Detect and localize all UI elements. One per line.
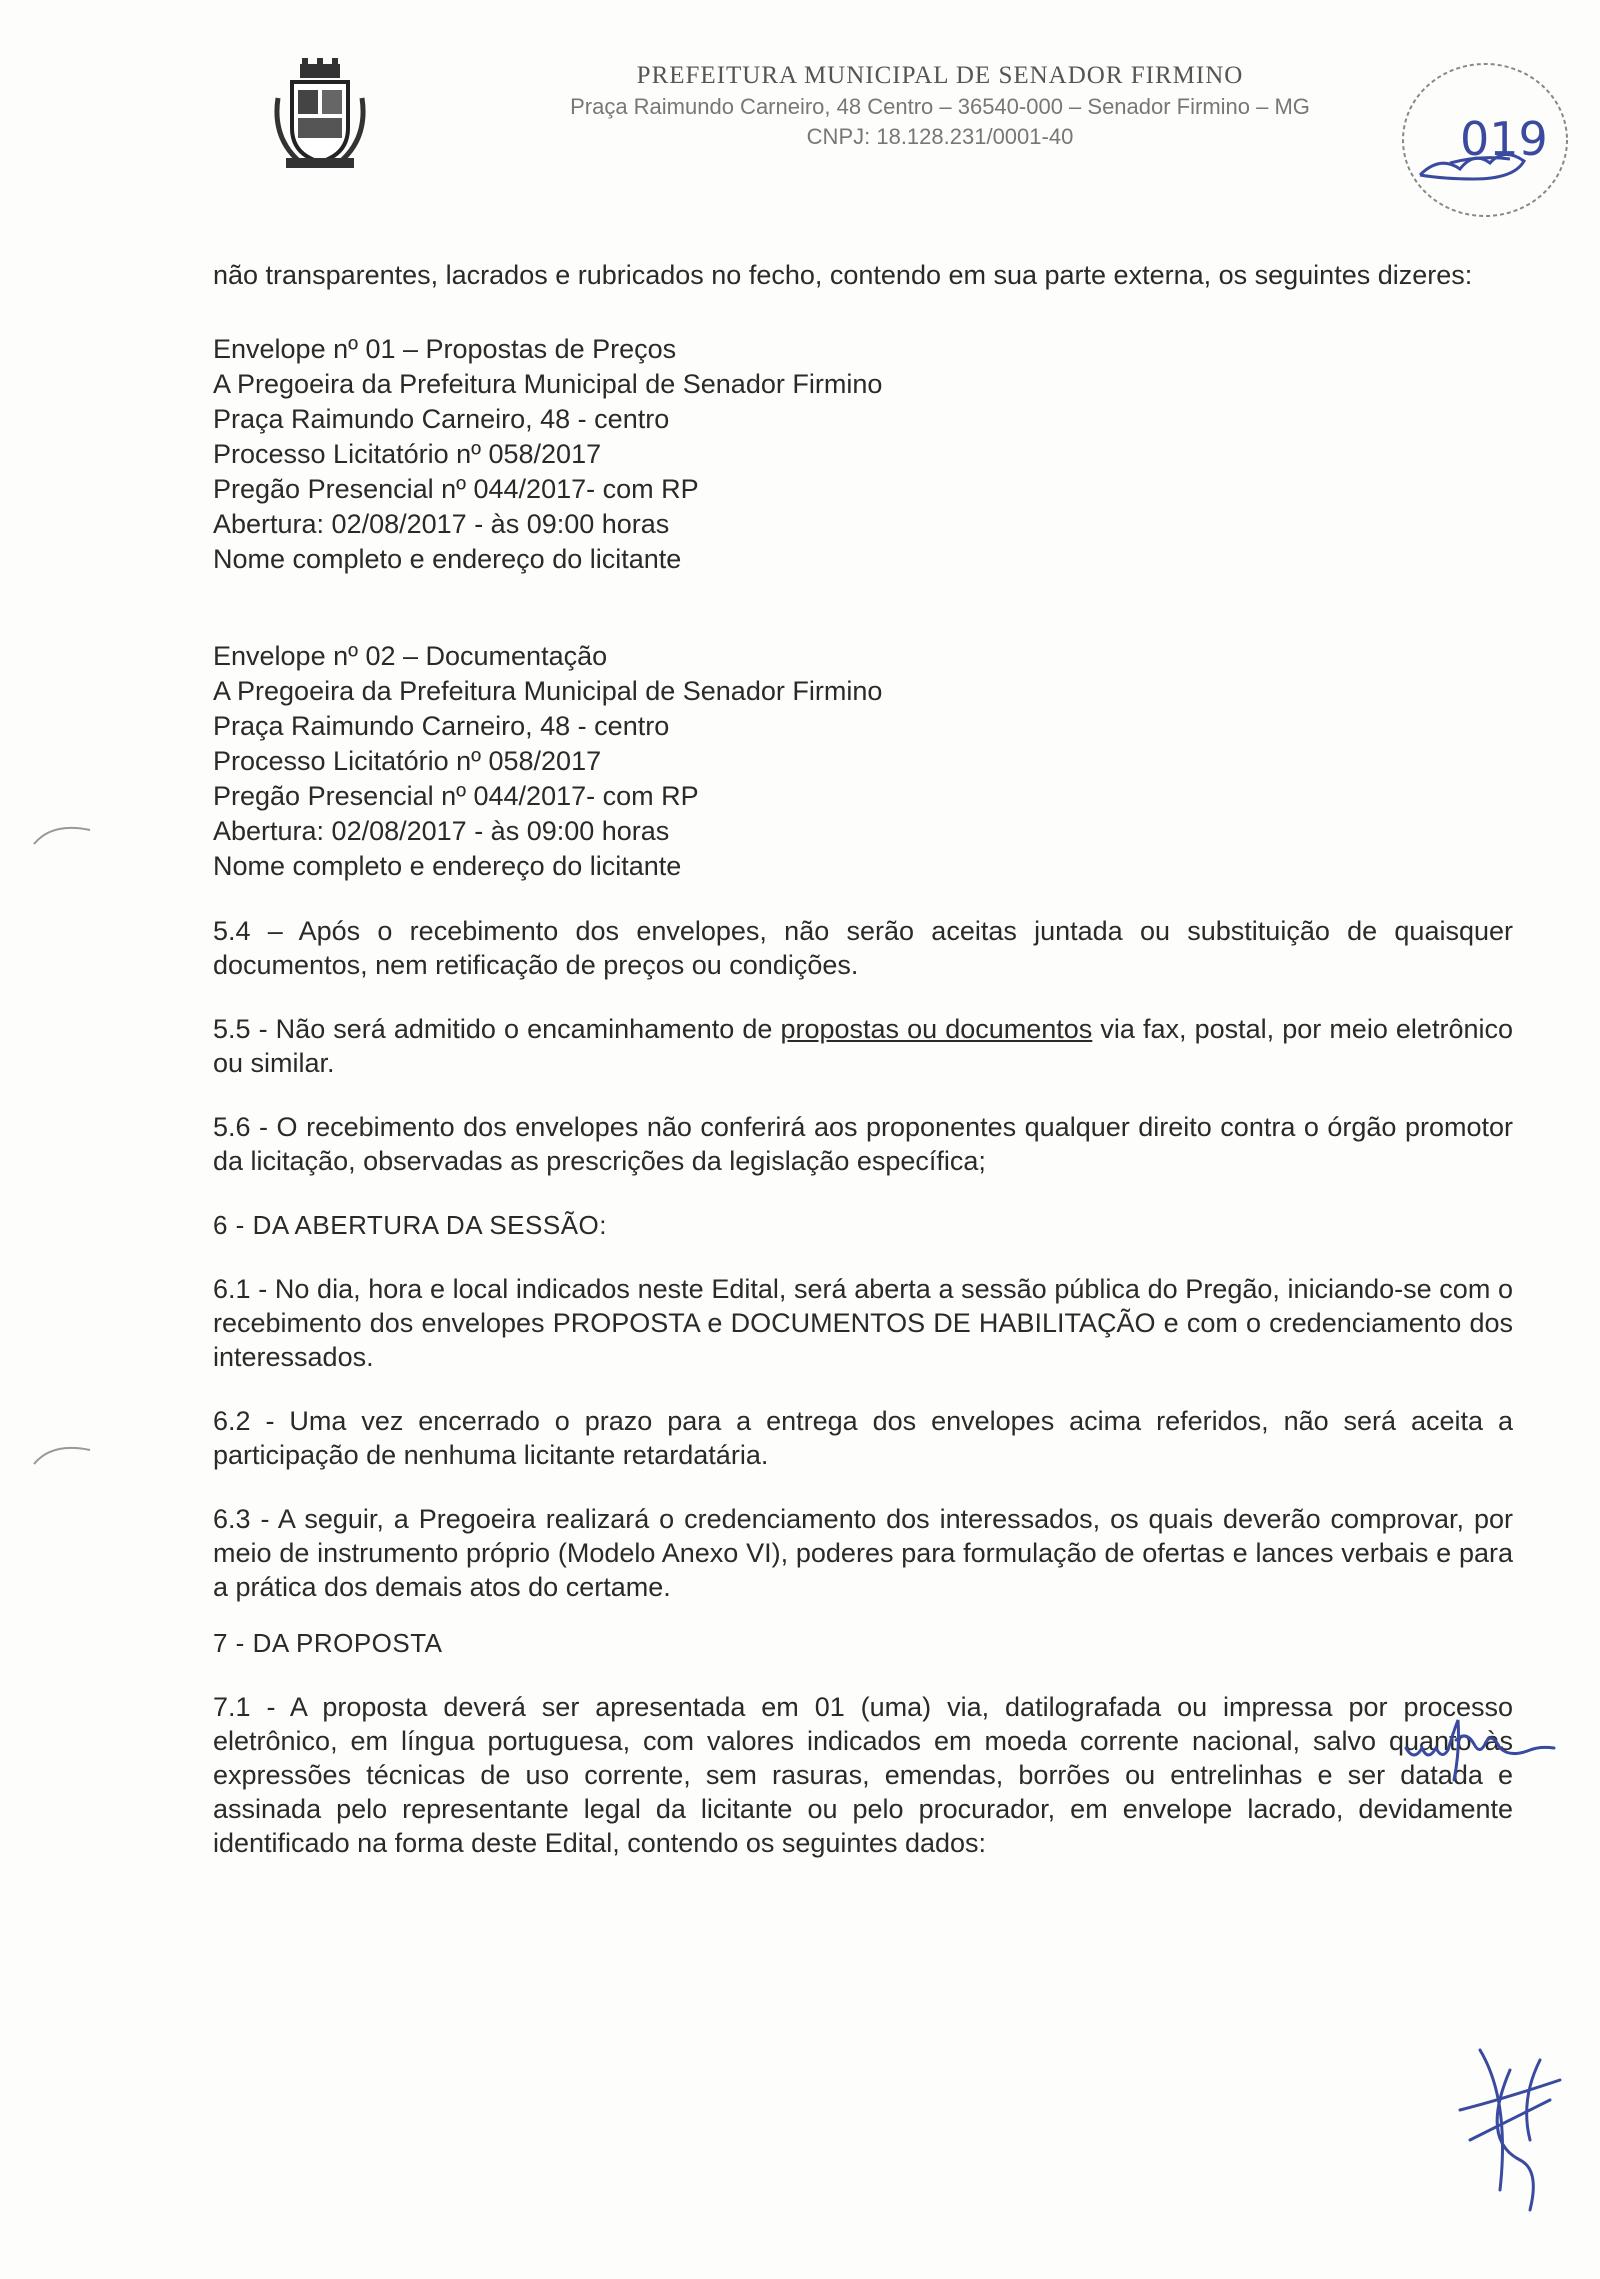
- envelope-2-line: Abertura: 02/08/2017 - às 09:00 horas: [213, 816, 670, 846]
- intro-paragraph: não transparentes, lacrados e rubricados no fecho, contendo em sua parte externa, os seguintes dizeres:: [213, 260, 1473, 290]
- clause-5-5-underlined: propostas ou documentos: [780, 1014, 1093, 1044]
- clause-6-3: 6.3 - A seguir, a Pregoeira realizará o credenciamento dos interessados, os quais deverão comprovar, por meio de instrumento próprio (Modelo Anexo VI), poderes para formulação de ofertas e lances verbais e para a prática dos demais atos do certame.: [213, 1504, 1513, 1602]
- envelope-1-line: Praça Raimundo Carneiro, 48 - centro: [213, 404, 670, 434]
- envelope-2-line: Processo Licitatório nº 058/2017: [213, 746, 602, 776]
- envelope-1-line: Processo Licitatório nº 058/2017: [213, 439, 602, 469]
- margin-punch-mark: [32, 820, 92, 850]
- handwritten-signature: [1440, 2040, 1580, 2220]
- envelope-2-line: Pregão Presencial nº 044/2017- com RP: [213, 781, 699, 811]
- envelope-2-line: Envelope nº 02 – Documentação: [213, 641, 608, 671]
- handwritten-initials: [1400, 1700, 1600, 1790]
- envelope-1-line: Envelope nº 01 – Propostas de Preços: [213, 334, 677, 364]
- organization-cnpj: CNPJ: 18.128.231/0001-40: [806, 124, 1074, 149]
- letterhead: [440, 62, 1440, 150]
- clause-6-2: 6.2 - Uma vez encerrado o prazo para a entrega dos envelopes acima referidos, não será aceita a participação de nenhuma licitante retardatária.: [213, 1406, 1513, 1470]
- envelope-1-line: Nome completo e endereço do licitante: [213, 544, 682, 574]
- envelope-1-line: A Pregoeira da Prefeitura Municipal de Senador Firmino: [213, 369, 883, 399]
- envelope-1-block: [213, 332, 1513, 577]
- envelope-2-line: A Pregoeira da Prefeitura Municipal de Senador Firmino: [213, 676, 883, 706]
- stamp-page-number: 019: [1460, 112, 1548, 166]
- clause-6-1: 6.1 - No dia, hora e local indicados neste Edital, será aberta a sessão pública do Pregão, iniciando-se com o recebimento dos envelopes PROPOSTA e DOCUMENTOS DE HABILITAÇÃO e com o credenciamento dos interessados.: [213, 1274, 1513, 1372]
- section-7-heading: 7 - DA PROPOSTA: [213, 1628, 443, 1658]
- page-stamp: [1380, 55, 1580, 225]
- envelope-2-line: Nome completo e endereço do licitante: [213, 851, 682, 881]
- organization-name: PREFEITURA MUNICIPAL DE SENADOR FIRMINO: [636, 62, 1244, 89]
- clause-5-4: 5.4 – Após o recebimento dos envelopes, não serão aceitas juntada ou substituição de quaisquer documentos, nem retificação de preços ou condições.: [213, 916, 1513, 980]
- organization-address: Praça Raimundo Carneiro, 48 Centro – 36540-000 – Senador Firmino – MG: [570, 94, 1310, 119]
- section-6-heading: 6 - DA ABERTURA DA SESSÃO:: [213, 1210, 607, 1240]
- envelope-1-line: Pregão Presencial nº 044/2017- com RP: [213, 474, 699, 504]
- envelope-1-line: Abertura: 02/08/2017 - às 09:00 horas: [213, 509, 670, 539]
- clause-5-5: [213, 1012, 1513, 1080]
- clause-5-6: 5.6 - O recebimento dos envelopes não conferirá aos proponentes qualquer direito contra o órgão promotor da licitação, observadas as prescrições da legislação específica;: [213, 1112, 1513, 1176]
- clause-5-5-text-end: via fax, postal, por meio eletrônico ou similar.: [213, 1014, 1513, 1078]
- clause-5-5-text: 5.5 - Não será admitido o encaminhamento de: [213, 1014, 781, 1044]
- clause-7-1: 7.1 - A proposta deverá ser apresentada em 01 (uma) via, datilografada ou impressa por processo eletrônico, em língua portuguesa, com valores indicados em moeda corrente nacional, salvo quanto às expressões técnicas de uso corrente, sem rasuras, emendas, borrões ou entrelinhas e ser datada e assinada pelo representante legal da licitante ou pelo procurador, em envelope lacrado, devidamente identificado na forma deste Edital, contendo os seguintes dados:: [213, 1692, 1513, 1858]
- envelope-2-block: [213, 639, 1513, 884]
- margin-punch-mark: [32, 1440, 92, 1470]
- envelope-2-line: Praça Raimundo Carneiro, 48 - centro: [213, 711, 670, 741]
- municipal-crest-icon: [270, 58, 370, 178]
- document-body: [213, 250, 1513, 1860]
